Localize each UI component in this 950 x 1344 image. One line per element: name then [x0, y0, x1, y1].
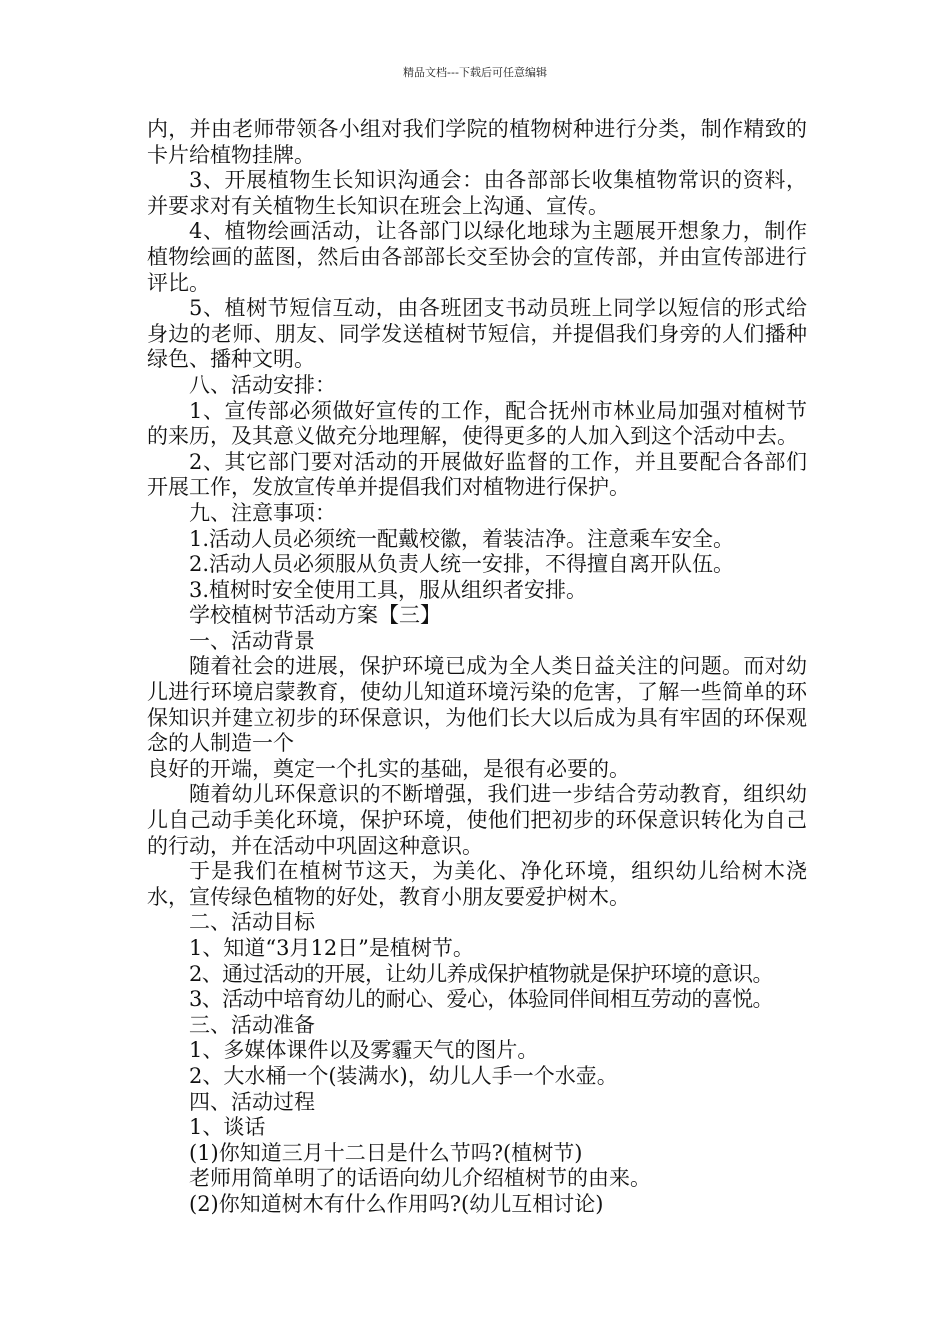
paragraph: 二、活动目标 — [189, 910, 315, 935]
paragraph: 3.植树时安全使用工具，服从组织者安排。 — [189, 577, 588, 602]
paragraph: 良好的开端，奠定一个扎实的基础，是很有必要的。 — [147, 756, 630, 781]
paragraph: 3、开展植物生长知识沟通会：由各部部长收集植物常识的资料，并要求对有关植物生长知识在班会上沟通、宣传。 — [147, 168, 807, 218]
paragraph: 1、宣传部必须做好宣传的工作，配合抚州市林业局加强对植树节的来历，及其意义做充分地理解，使得更多的人加入到这个活动中去。 — [147, 398, 807, 449]
paragraph: 于是我们在植树节这天，为美化、净化环境，组织幼儿给树木浇水，宣传绿色植物的好处，教育小朋友要爱护树木。 — [147, 859, 807, 909]
paragraph: 2、大水桶一个(装满水)，幼儿人手一个水壶。 — [189, 1063, 618, 1088]
paragraph: 老师用简单明了的话语向幼儿介绍植树节的由来。 — [189, 1166, 651, 1191]
paragraph: 四、活动过程 — [189, 1089, 315, 1114]
document-body — [147, 117, 807, 1218]
paragraph: 学校植树节活动方案【三】 — [189, 603, 441, 628]
paragraph: (2)你知道树木有什么作用吗?(幼儿互相讨论) — [189, 1191, 604, 1216]
paragraph: 2、其它部门要对活动的开展做好监督的工作，并且要配合各部们开展工作，发放宣传单并提倡我们对植物进行保护。 — [147, 449, 807, 500]
paragraph: 1.活动人员必须统一配戴校徽，着装洁净。注意乘车安全。 — [189, 526, 735, 551]
paragraph: 5、植树节短信互动，由各班团支书动员班上同学以短信的形式给身边的老师、朋友、同学发送植树节短信，并提倡我们身旁的人们播种绿色、播种文明。 — [147, 296, 807, 372]
paragraph: (1)你知道三月十二日是什么节吗?(植树节) — [189, 1140, 583, 1165]
paragraph: 一、活动背景 — [189, 628, 315, 653]
paragraph: 2、通过活动的开展，让幼儿养成保护植物就是保护环境的意识。 — [189, 961, 773, 986]
paragraph: 随着幼儿环保意识的不断增强，我们进一步结合劳动教育，组织幼儿自己动手美化环境，保护环境，使他们把初步的环保意识转化为自己的行动，并在活动中巩固这种意识。 — [147, 782, 807, 858]
paragraph: 三、活动准备 — [189, 1012, 315, 1037]
paragraph: 1、知道“3月12日”是植树节。 — [189, 936, 474, 960]
paragraph: 2.活动人员必须服从负责人统一安排，不得擅自离开队伍。 — [189, 552, 735, 577]
page-header: 精品文档---下载后可任意编辑 — [403, 66, 547, 79]
paragraph: 八、活动安排： — [189, 372, 336, 397]
paragraph: 内，并由老师带领各小组对我们学院的植物树种进行分类，制作精致的卡片给植物挂牌。 — [147, 117, 807, 167]
paragraph: 九、注意事项： — [189, 500, 336, 525]
paragraph: 1、多媒体课件以及雾霾天气的图片。 — [189, 1038, 539, 1063]
paragraph: 1、谈话 — [189, 1115, 266, 1140]
paragraph: 4、植物绘画活动，让各部门以绿化地球为主题展开想象力，制作植物绘画的蓝图，然后由各部部长交至协会的宣传部，并由宣传部进行评比。 — [147, 219, 807, 295]
paragraph: 随着社会的进展，保护环境已成为全人类日益关注的问题。而对幼儿进行环境启蒙教育，使幼儿知道环境污染的危害，了解一些简单的环保知识并建立初步的环保意识，为他们长大以后成为具有牢固的环保观念的人制造一个 — [147, 654, 807, 756]
paragraph: 3、活动中培育幼儿的耐心、爱心，体验同伴间相互劳动的喜悦。 — [189, 987, 773, 1012]
